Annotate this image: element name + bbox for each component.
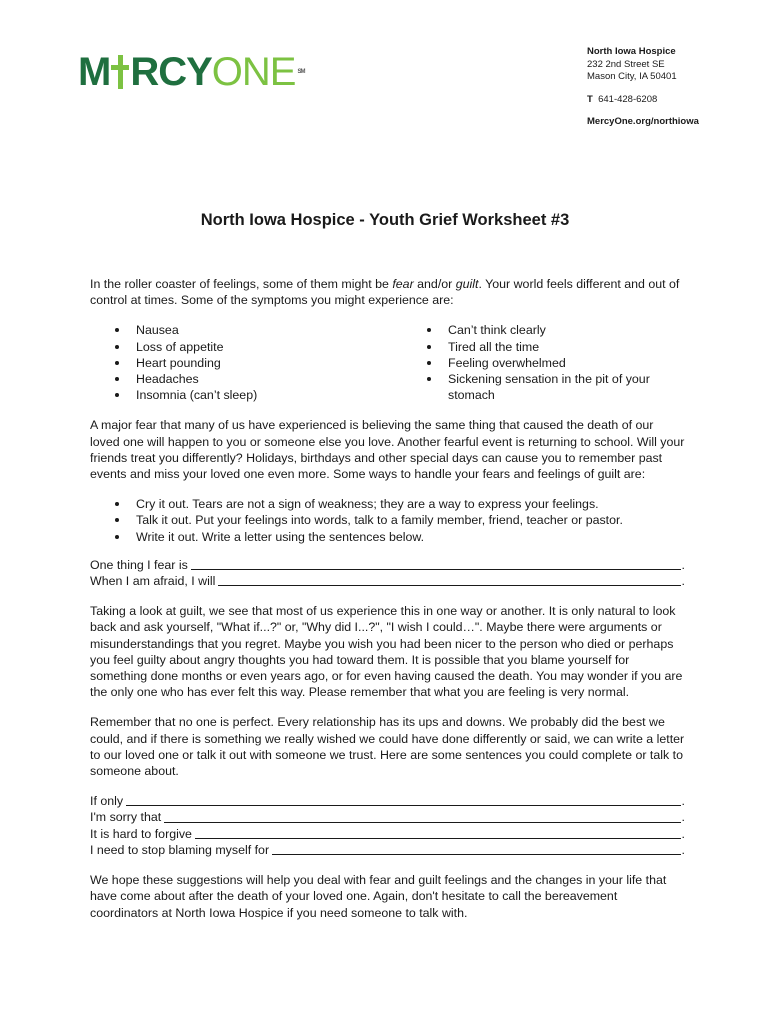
list-item: Feeling overwhelmed [427, 355, 677, 371]
list-item: Tired all the time [427, 339, 677, 355]
contact-phone-line [587, 94, 699, 107]
logo-mercy-text: RCY [130, 50, 212, 94]
contact-website[interactable]: MercyOne.org/northiowa [587, 116, 699, 127]
list-item: Heart pounding [115, 355, 407, 371]
logo-trademark: SM [297, 69, 305, 75]
intro-paragraph: In the roller coaster of feelings, some of them might be fear and/or guilt. Your world feels different and out of control at times. Some of the symptoms you might experience are: [90, 277, 680, 308]
guilt-paragraph: Taking a look at guilt, we see that most of us experience this in one way or another. It is only natural to look back and ask yourself, "What if...?" or, "Why did I...?", "I wish I could…". Maybe there were arguments or misunderstandings that you regret. Maybe you wish you had been nicer to the person who died or perhaps you feel guilty about angry thoughts you had toward them. It is possible that you blame yourself for something done months or even years ago, or for even having caused the death. You may wonder if you are the only one who has ever felt this way. Please remember that what you are feeling is very normal. [90, 604, 683, 700]
fear-paragraph: A major fear that many of us have experienced is believing the same thing that caused the death of our loved one will happen to you or someone else you love. Another fearful event is returning to school. Will your friends treat you differently? Holidays, birthdays and other special days can cause you to remember past events and miss your loved one even more. Some ways to handle your fears and feelings of guilt are: [90, 418, 685, 482]
symptom-list-right [407, 322, 677, 403]
contact-block [587, 46, 699, 129]
mercyone-logo [78, 50, 304, 94]
perfect-paragraph: Remember that no one is perfect. Every relationship has its ups and downs. We probably did the best we could, and if there is something we really wished we could have done differently or said, we can write a letter to our loved one or talk it out with someone we trust. Here are some sentences you could complete or talk to someone about. [90, 715, 685, 779]
fear-prompt-line[interactable]: When I am afraid, I will . [90, 574, 685, 589]
symptom-list-left [90, 322, 407, 403]
coping-tips [90, 496, 685, 545]
contact-phone[interactable]: 641-428-6208 [598, 93, 658, 105]
closing-paragraph: We hope these suggestions will help you deal with fear and guilt feelings and the changes in your life that have come about after the death of your loved one. Again, don't hesitate to call the bereavement coordinators at North Iowa Hospice if you need someone to talk with. [90, 873, 667, 920]
list-item: Insomnia (can’t sleep) [115, 387, 407, 403]
list-item: Write it out. Write a letter using the sentences below. [115, 529, 685, 545]
guilt-prompts [90, 793, 685, 858]
list-item: Can’t think clearly [427, 322, 677, 338]
list-item: Cry it out. Tears are not a sign of weakness; they are a way to express your feelings. [115, 496, 685, 512]
list-item: Headaches [115, 371, 407, 387]
fear-emphasis: fear [392, 277, 414, 291]
guilt-prompt-line[interactable]: I need to stop blaming myself for . [90, 842, 685, 857]
guilt-prompt-line[interactable]: If only . [90, 794, 685, 809]
list-item: Talk it out. Put your feelings into words, talk to a family member, friend, teacher or pastor. [115, 512, 685, 528]
phone-label: T [587, 93, 593, 105]
fear-prompts [90, 557, 685, 589]
guilt-prompt-line[interactable]: I'm sorry that . [90, 810, 685, 825]
contact-org: North Iowa Hospice [587, 46, 676, 57]
logo-one-text: ONE [211, 50, 296, 94]
contact-street: 232 2nd Street SE [587, 58, 665, 70]
list-item: Nausea [115, 322, 407, 338]
symptom-lists [90, 322, 685, 403]
list-item: Sickening sensation in the pit of your stomach [427, 371, 677, 403]
fear-prompt-line[interactable]: One thing I fear is . [90, 557, 685, 572]
guilt-emphasis: guilt [455, 277, 479, 291]
cross-icon [110, 50, 130, 94]
list-item: Loss of appetite [115, 339, 407, 355]
guilt-prompt-line[interactable]: It is hard to forgive . [90, 826, 685, 841]
logo-mercy-m: M [78, 50, 111, 94]
worksheet-body [90, 276, 685, 921]
page-title: North Iowa Hospice - Youth Grief Worksheet #3 [200, 211, 570, 229]
contact-city: Mason City, IA 50401 [587, 71, 677, 82]
